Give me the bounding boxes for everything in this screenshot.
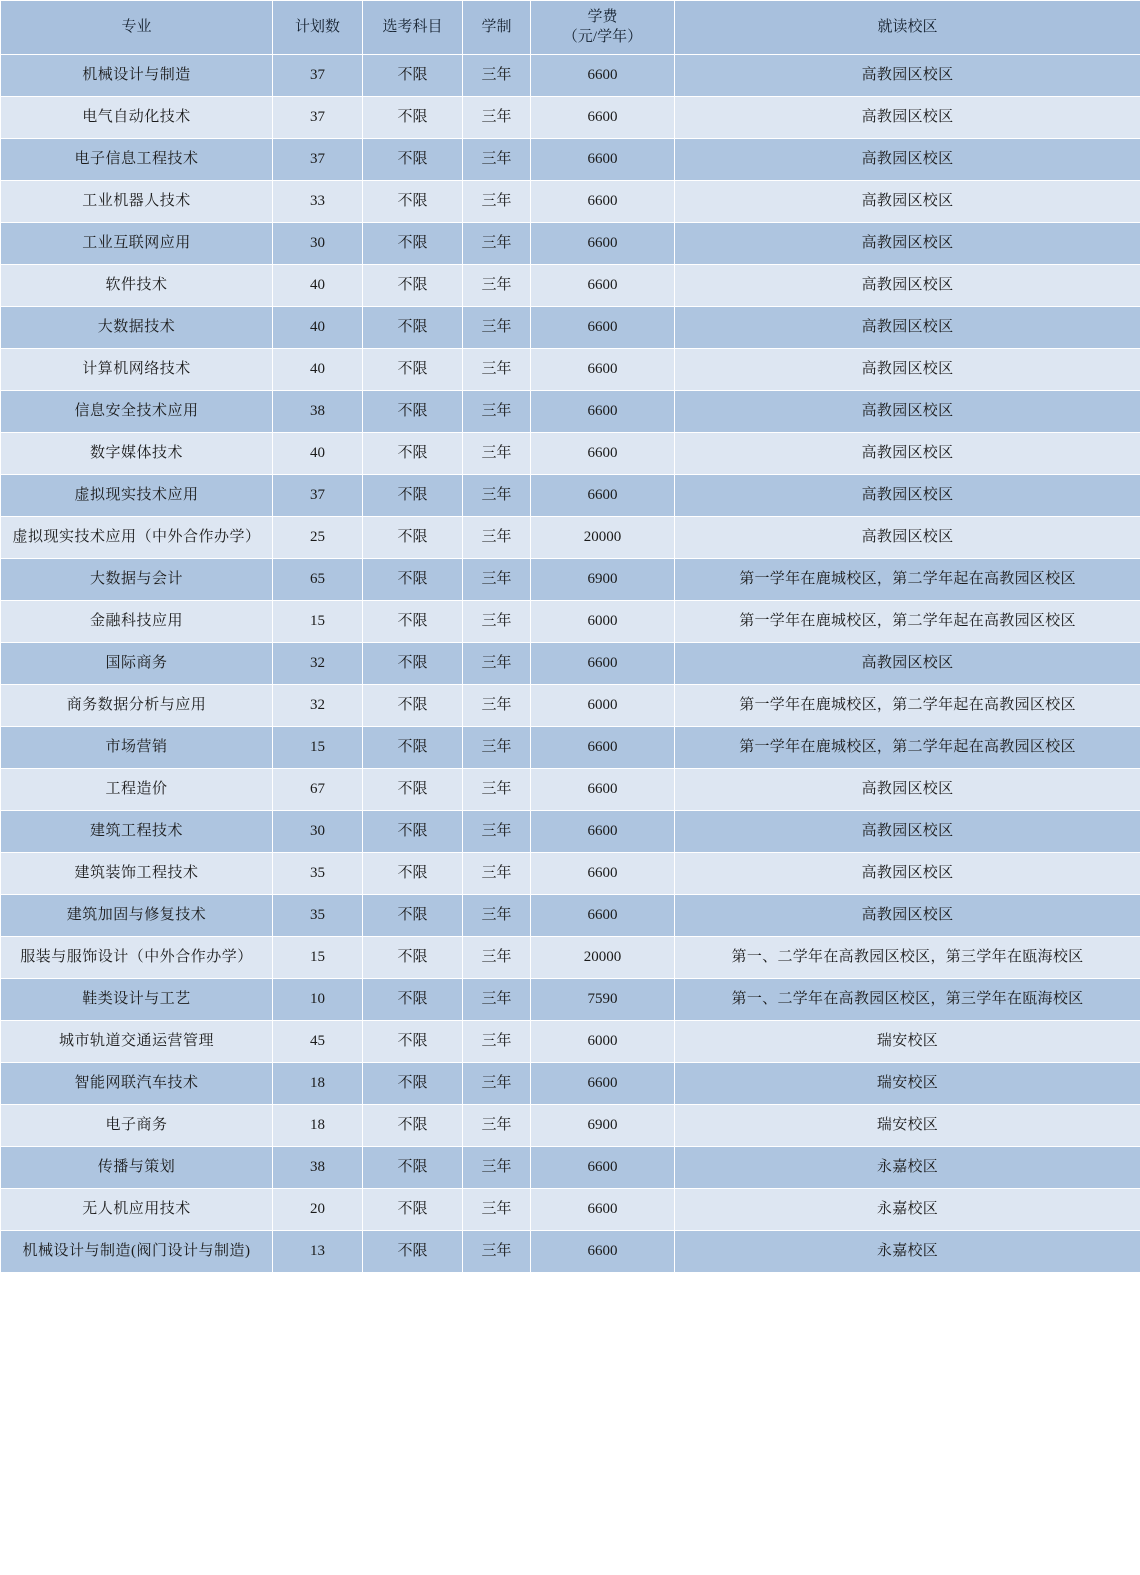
table-row (1, 348, 1140, 390)
cell-fee: 6900 (531, 558, 675, 600)
cell-subject: 不限 (363, 894, 463, 936)
cell-major: 金融科技应用 (1, 600, 273, 642)
cell-subject: 不限 (363, 1020, 463, 1062)
cell-subject: 不限 (363, 54, 463, 96)
cell-fee: 6600 (531, 1230, 675, 1272)
cell-major: 城市轨道交通运营管理 (1, 1020, 273, 1062)
table-row (1, 894, 1140, 936)
cell-years: 三年 (463, 138, 531, 180)
cell-fee: 6600 (531, 852, 675, 894)
cell-years: 三年 (463, 894, 531, 936)
cell-major: 电气自动化技术 (1, 96, 273, 138)
cell-campus: 第一、二学年在高教园区校区，第三学年在瓯海校区 (675, 978, 1140, 1020)
cell-campus: 高教园区校区 (675, 348, 1140, 390)
cell-years: 三年 (463, 558, 531, 600)
table-row (1, 1020, 1140, 1062)
cell-plan: 40 (273, 348, 363, 390)
cell-subject: 不限 (363, 726, 463, 768)
cell-campus: 高教园区校区 (675, 54, 1140, 96)
cell-years: 三年 (463, 474, 531, 516)
cell-fee: 6600 (531, 264, 675, 306)
cell-major: 电子商务 (1, 1104, 273, 1146)
cell-campus: 高教园区校区 (675, 264, 1140, 306)
cell-plan: 35 (273, 852, 363, 894)
cell-plan: 32 (273, 684, 363, 726)
cell-years: 三年 (463, 600, 531, 642)
cell-campus: 高教园区校区 (675, 642, 1140, 684)
cell-major: 建筑加固与修复技术 (1, 894, 273, 936)
cell-subject: 不限 (363, 390, 463, 432)
cell-major: 无人机应用技术 (1, 1188, 273, 1230)
cell-campus: 高教园区校区 (675, 432, 1140, 474)
cell-years: 三年 (463, 96, 531, 138)
cell-campus: 高教园区校区 (675, 852, 1140, 894)
cell-subject: 不限 (363, 138, 463, 180)
cell-fee: 6600 (531, 54, 675, 96)
cell-fee: 20000 (531, 516, 675, 558)
cell-years: 三年 (463, 726, 531, 768)
cell-subject: 不限 (363, 558, 463, 600)
cell-years: 三年 (463, 1104, 531, 1146)
table-row (1, 432, 1140, 474)
table-row (1, 390, 1140, 432)
table-row (1, 1104, 1140, 1146)
cell-fee: 6600 (531, 432, 675, 474)
cell-subject: 不限 (363, 684, 463, 726)
table-row (1, 978, 1140, 1020)
table-row (1, 1188, 1140, 1230)
cell-major: 商务数据分析与应用 (1, 684, 273, 726)
table-row (1, 852, 1140, 894)
cell-major: 智能网联汽车技术 (1, 1062, 273, 1104)
cell-major: 机械设计与制造(阀门设计与制造) (1, 1230, 273, 1272)
cell-plan: 67 (273, 768, 363, 810)
table-row (1, 516, 1140, 558)
cell-campus: 高教园区校区 (675, 390, 1140, 432)
cell-subject: 不限 (363, 348, 463, 390)
cell-years: 三年 (463, 54, 531, 96)
cell-major: 大数据与会计 (1, 558, 273, 600)
cell-major: 虚拟现实技术应用 (1, 474, 273, 516)
cell-fee: 6600 (531, 180, 675, 222)
cell-campus: 永嘉校区 (675, 1146, 1140, 1188)
table-row (1, 264, 1140, 306)
table-row (1, 54, 1140, 96)
cell-years: 三年 (463, 852, 531, 894)
table-row (1, 558, 1140, 600)
cell-fee: 6600 (531, 348, 675, 390)
cell-years: 三年 (463, 432, 531, 474)
column-header-years: 学制 (463, 1, 531, 55)
cell-plan: 20 (273, 1188, 363, 1230)
cell-campus: 永嘉校区 (675, 1188, 1140, 1230)
cell-plan: 45 (273, 1020, 363, 1062)
cell-plan: 38 (273, 390, 363, 432)
cell-fee: 6600 (531, 222, 675, 264)
cell-plan: 65 (273, 558, 363, 600)
table-row (1, 768, 1140, 810)
cell-campus: 永嘉校区 (675, 1230, 1140, 1272)
cell-campus: 瑞安校区 (675, 1062, 1140, 1104)
cell-campus: 高教园区校区 (675, 894, 1140, 936)
cell-subject: 不限 (363, 306, 463, 348)
cell-fee: 6600 (531, 642, 675, 684)
cell-major: 传播与策划 (1, 1146, 273, 1188)
cell-campus: 第一学年在鹿城校区，第二学年起在高教园区校区 (675, 558, 1140, 600)
cell-years: 三年 (463, 978, 531, 1020)
cell-fee: 6900 (531, 1104, 675, 1146)
table-row (1, 306, 1140, 348)
cell-plan: 40 (273, 264, 363, 306)
cell-major: 市场营销 (1, 726, 273, 768)
cell-major: 建筑工程技术 (1, 810, 273, 852)
table-row (1, 474, 1140, 516)
cell-fee: 6000 (531, 684, 675, 726)
cell-major: 工程造价 (1, 768, 273, 810)
cell-campus: 瑞安校区 (675, 1104, 1140, 1146)
cell-subject: 不限 (363, 600, 463, 642)
cell-plan: 15 (273, 600, 363, 642)
cell-subject: 不限 (363, 768, 463, 810)
table-row (1, 222, 1140, 264)
cell-plan: 30 (273, 222, 363, 264)
cell-major: 虚拟现实技术应用（中外合作办学） (1, 516, 273, 558)
cell-subject: 不限 (363, 1146, 463, 1188)
cell-subject: 不限 (363, 978, 463, 1020)
cell-subject: 不限 (363, 642, 463, 684)
cell-plan: 18 (273, 1062, 363, 1104)
cell-fee: 20000 (531, 936, 675, 978)
cell-campus: 高教园区校区 (675, 138, 1140, 180)
cell-plan: 13 (273, 1230, 363, 1272)
cell-plan: 18 (273, 1104, 363, 1146)
cell-fee: 6000 (531, 600, 675, 642)
table-body (1, 54, 1140, 1272)
cell-plan: 38 (273, 1146, 363, 1188)
cell-major: 大数据技术 (1, 306, 273, 348)
cell-subject: 不限 (363, 474, 463, 516)
cell-years: 三年 (463, 1146, 531, 1188)
cell-plan: 15 (273, 936, 363, 978)
cell-campus: 高教园区校区 (675, 180, 1140, 222)
table-row (1, 936, 1140, 978)
cell-years: 三年 (463, 684, 531, 726)
cell-campus: 瑞安校区 (675, 1020, 1140, 1062)
cell-plan: 35 (273, 894, 363, 936)
cell-plan: 32 (273, 642, 363, 684)
cell-campus: 高教园区校区 (675, 96, 1140, 138)
cell-years: 三年 (463, 1020, 531, 1062)
cell-campus: 第一学年在鹿城校区，第二学年起在高教园区校区 (675, 600, 1140, 642)
cell-subject: 不限 (363, 96, 463, 138)
cell-campus: 高教园区校区 (675, 516, 1140, 558)
cell-fee: 6600 (531, 306, 675, 348)
column-header-plan: 计划数 (273, 1, 363, 55)
cell-major: 服装与服饰设计（中外合作办学） (1, 936, 273, 978)
cell-campus: 高教园区校区 (675, 474, 1140, 516)
cell-major: 工业机器人技术 (1, 180, 273, 222)
table-row (1, 1062, 1140, 1104)
column-header-campus: 就读校区 (675, 1, 1140, 55)
cell-years: 三年 (463, 348, 531, 390)
cell-years: 三年 (463, 306, 531, 348)
cell-plan: 10 (273, 978, 363, 1020)
cell-fee: 6600 (531, 390, 675, 432)
cell-plan: 40 (273, 432, 363, 474)
table-row (1, 96, 1140, 138)
column-header-major: 专业 (1, 1, 273, 55)
cell-campus: 高教园区校区 (675, 768, 1140, 810)
cell-major: 计算机网络技术 (1, 348, 273, 390)
cell-years: 三年 (463, 810, 531, 852)
cell-fee: 6600 (531, 768, 675, 810)
cell-campus: 第一学年在鹿城校区，第二学年起在高教园区校区 (675, 726, 1140, 768)
cell-fee: 6600 (531, 1188, 675, 1230)
table-header (1, 1, 1140, 55)
cell-plan: 37 (273, 54, 363, 96)
table-row (1, 642, 1140, 684)
cell-major: 电子信息工程技术 (1, 138, 273, 180)
table-row (1, 684, 1140, 726)
table-row (1, 1230, 1140, 1272)
cell-plan: 37 (273, 96, 363, 138)
cell-fee: 6600 (531, 894, 675, 936)
cell-fee: 6000 (531, 1020, 675, 1062)
cell-years: 三年 (463, 642, 531, 684)
cell-subject: 不限 (363, 810, 463, 852)
cell-plan: 40 (273, 306, 363, 348)
column-header-fee-unit: （元/学年） (562, 29, 643, 46)
cell-campus: 高教园区校区 (675, 306, 1140, 348)
cell-subject: 不限 (363, 432, 463, 474)
cell-major: 工业互联网应用 (1, 222, 273, 264)
table-row (1, 180, 1140, 222)
cell-fee: 6600 (531, 810, 675, 852)
cell-plan: 25 (273, 516, 363, 558)
column-header-fee (531, 1, 675, 55)
cell-fee: 6600 (531, 1146, 675, 1188)
cell-subject: 不限 (363, 264, 463, 306)
cell-subject: 不限 (363, 222, 463, 264)
cell-fee: 6600 (531, 726, 675, 768)
cell-subject: 不限 (363, 1062, 463, 1104)
cell-plan: 33 (273, 180, 363, 222)
cell-subject: 不限 (363, 852, 463, 894)
cell-subject: 不限 (363, 180, 463, 222)
cell-campus: 第一、二学年在高教园区校区，第三学年在瓯海校区 (675, 936, 1140, 978)
cell-fee: 6600 (531, 474, 675, 516)
table-row (1, 1146, 1140, 1188)
cell-years: 三年 (463, 1188, 531, 1230)
header-row (1, 1, 1140, 55)
cell-years: 三年 (463, 936, 531, 978)
cell-subject: 不限 (363, 936, 463, 978)
cell-subject: 不限 (363, 1188, 463, 1230)
cell-campus: 第一学年在鹿城校区，第二学年起在高教园区校区 (675, 684, 1140, 726)
cell-plan: 37 (273, 474, 363, 516)
cell-years: 三年 (463, 1230, 531, 1272)
cell-fee: 6600 (531, 138, 675, 180)
table-row (1, 810, 1140, 852)
cell-plan: 30 (273, 810, 363, 852)
cell-campus: 高教园区校区 (675, 222, 1140, 264)
cell-years: 三年 (463, 390, 531, 432)
cell-plan: 15 (273, 726, 363, 768)
cell-subject: 不限 (363, 1230, 463, 1272)
cell-major: 信息安全技术应用 (1, 390, 273, 432)
cell-fee: 6600 (531, 96, 675, 138)
cell-years: 三年 (463, 180, 531, 222)
cell-years: 三年 (463, 768, 531, 810)
table-row (1, 600, 1140, 642)
cell-years: 三年 (463, 516, 531, 558)
cell-subject: 不限 (363, 516, 463, 558)
table-row (1, 138, 1140, 180)
cell-years: 三年 (463, 222, 531, 264)
cell-fee: 6600 (531, 1062, 675, 1104)
cell-major: 数字媒体技术 (1, 432, 273, 474)
column-header-subject: 选考科目 (363, 1, 463, 55)
cell-major: 国际商务 (1, 642, 273, 684)
cell-major: 鞋类设计与工艺 (1, 978, 273, 1020)
cell-major: 软件技术 (1, 264, 273, 306)
cell-major: 机械设计与制造 (1, 54, 273, 96)
cell-years: 三年 (463, 264, 531, 306)
cell-major: 建筑装饰工程技术 (1, 852, 273, 894)
cell-years: 三年 (463, 1062, 531, 1104)
cell-campus: 高教园区校区 (675, 810, 1140, 852)
column-header-fee-title: 学费 (587, 9, 618, 25)
cell-plan: 37 (273, 138, 363, 180)
cell-subject: 不限 (363, 1104, 463, 1146)
cell-fee: 7590 (531, 978, 675, 1020)
table-row (1, 726, 1140, 768)
